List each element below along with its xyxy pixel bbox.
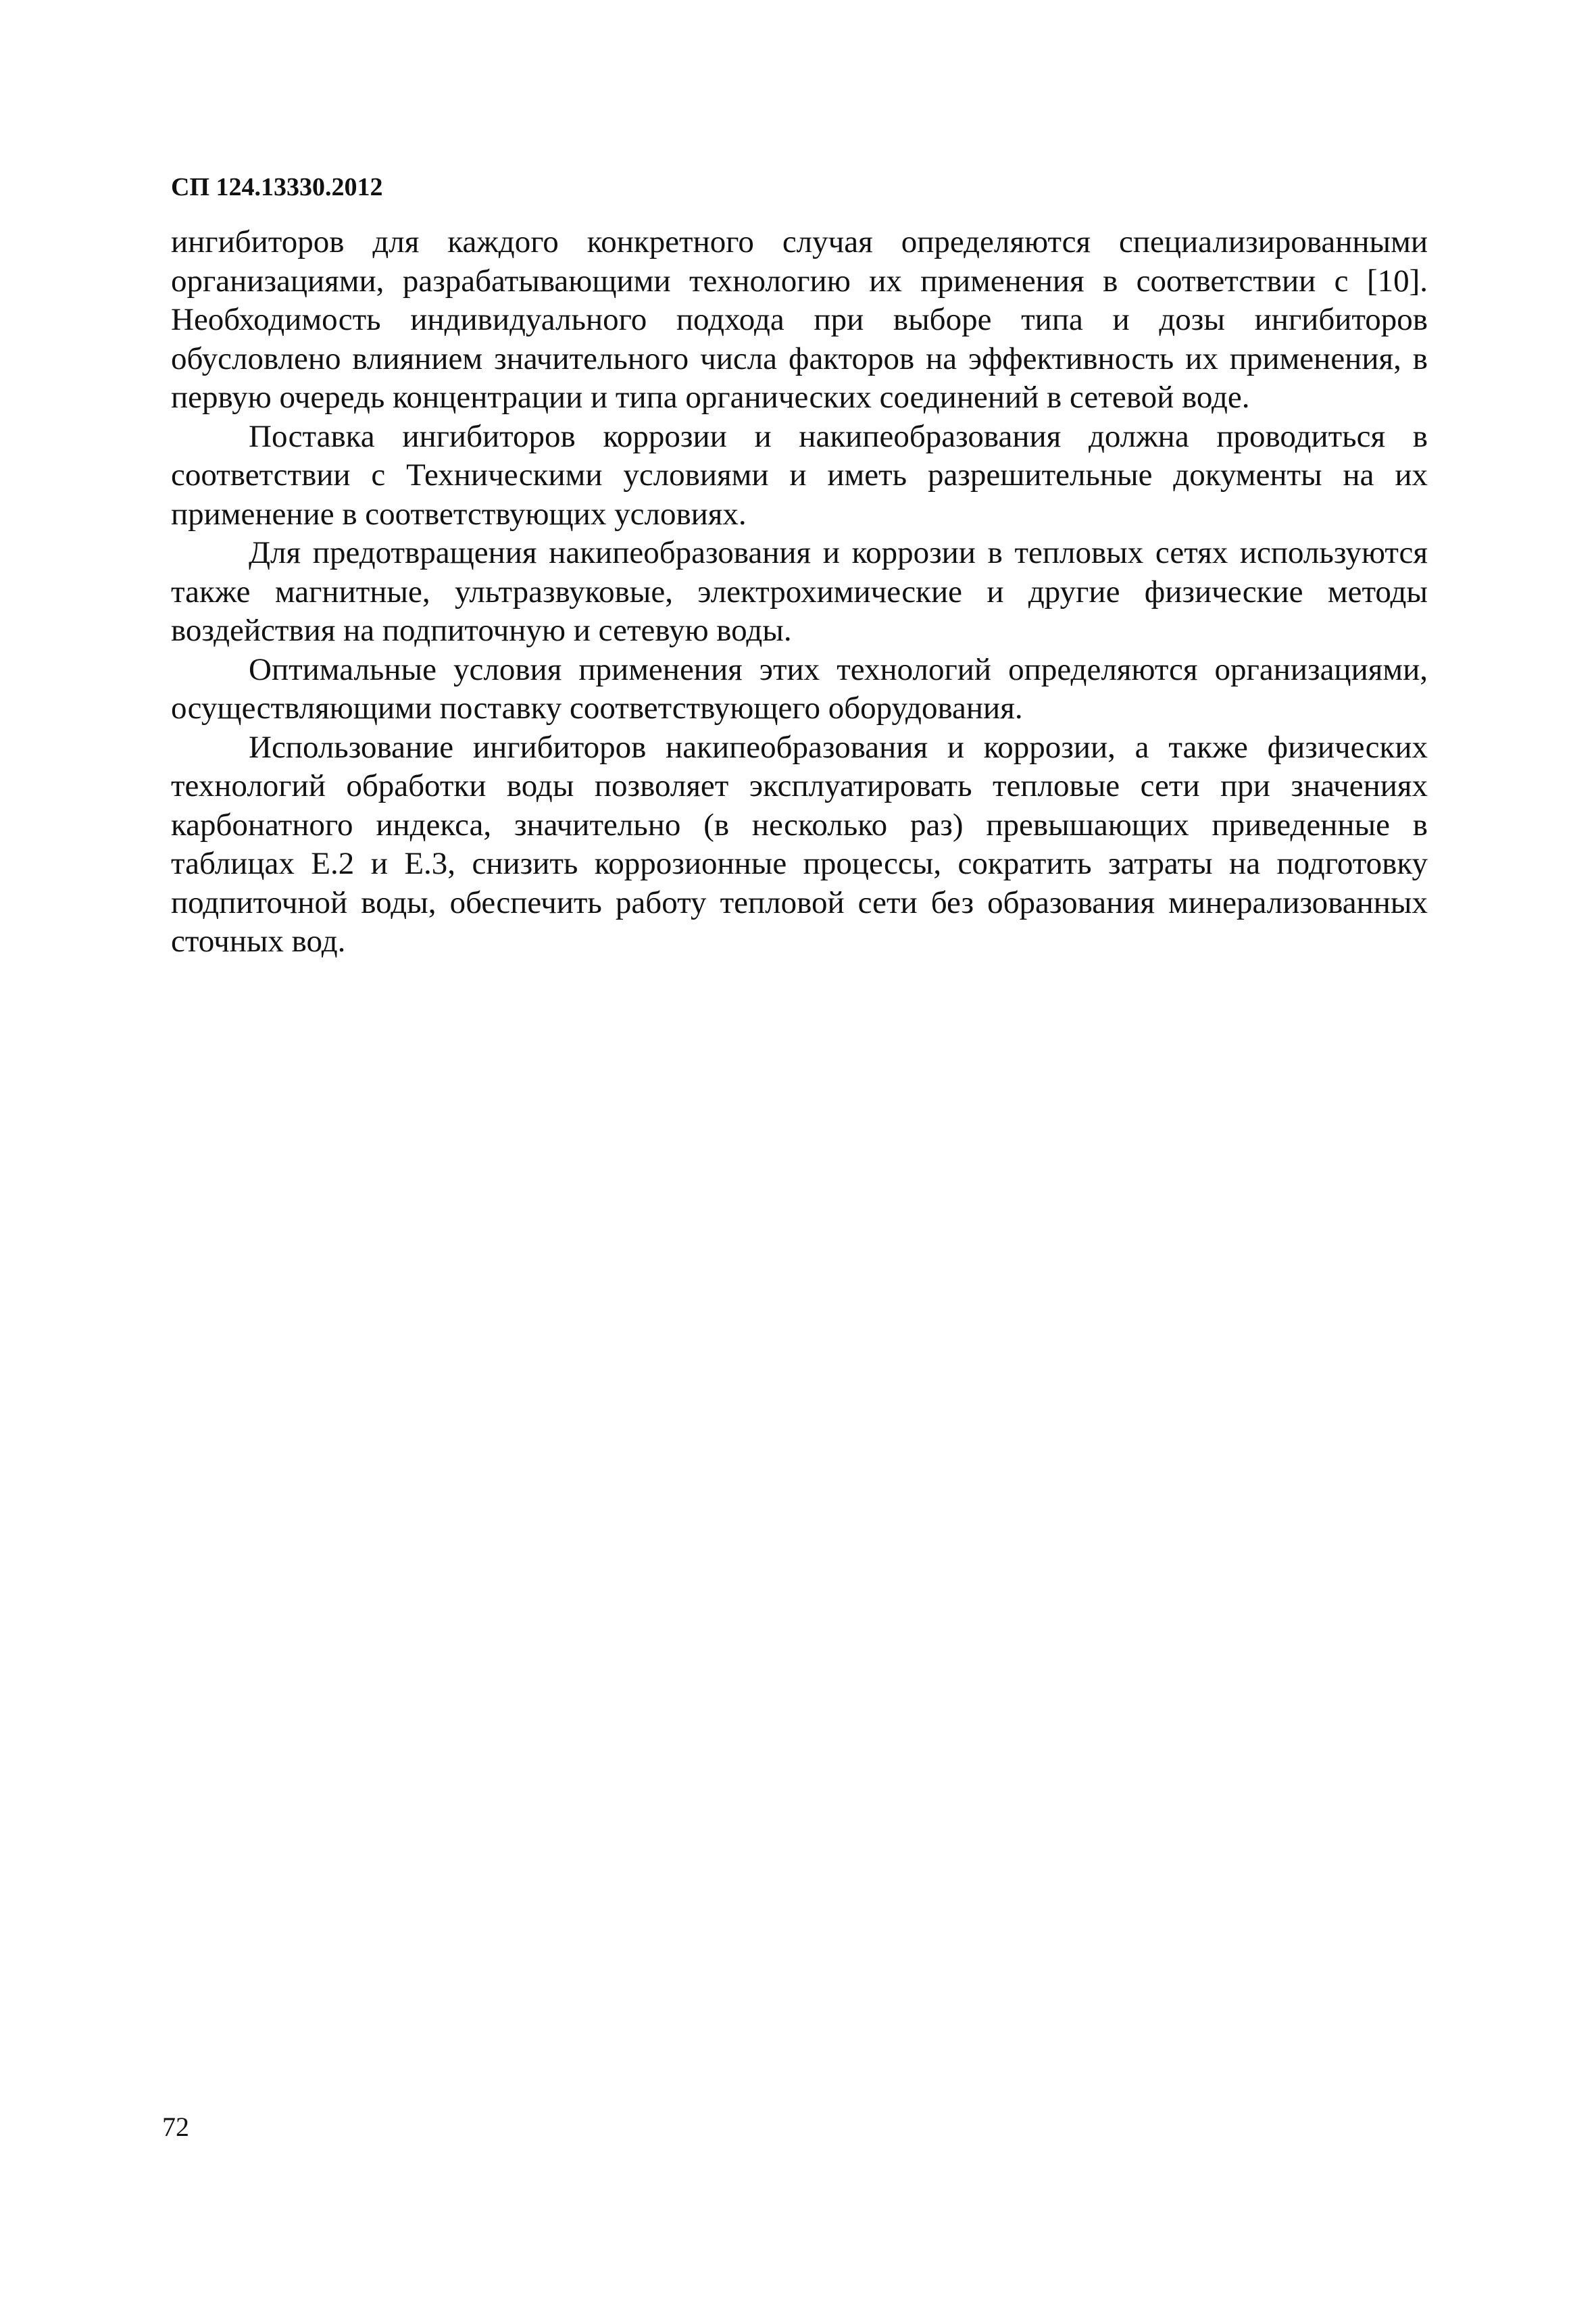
paragraph-inhibitor-supply: Поставка ингибиторов коррозии и накипеобразования должна проводиться в соответствии с Техническими условиями и иметь разрешительные документы на их применение в соответствующих условиях.	[171, 418, 1428, 532]
paragraph-benefits: Использование ингибиторов накипеобразования и коррозии, а также физических технологий обработки воды позволяет эксплуатировать тепловые сети при значениях карбонатного индекса, значительно (в несколько раз) превышающих приведенные в таблицах Е.2 и Е.3, снизить коррозионные процессы, сократить затраты на подготовку подпиточной воды, обеспечить работу тепловой сети без образования минерализованных сточных вод.	[171, 729, 1428, 959]
document-code-header: СП 124.13330.2012	[171, 173, 383, 201]
paragraph-inhibitor-selection: ингибиторов для каждого конкретного случая определяются специализированными организациями, разрабатывающими технологию их применения в соответствии с [10]. Необходимость индивидуального подхода при выборе типа и дозы ингибиторов обусловлено влиянием значительного числа факторов на эффективность их применения, в первую очередь концентрации и типа органических соединений в сетевой воде.	[171, 224, 1428, 415]
paragraph-physical-methods: Для предотвращения накипеобразования и коррозии в тепловых сетях используются также магнитные, ультразвуковые, электрохимические и другие физические методы воздействия на подпиточную и сетевую воды.	[171, 535, 1428, 648]
body-text	[171, 223, 1428, 962]
page-number: 72	[162, 2112, 189, 2142]
paragraph-optimal-conditions: Оптимальные условия применения этих технологий определяются организациями, осуществляющими поставку соответствующего оборудования.	[171, 651, 1428, 726]
